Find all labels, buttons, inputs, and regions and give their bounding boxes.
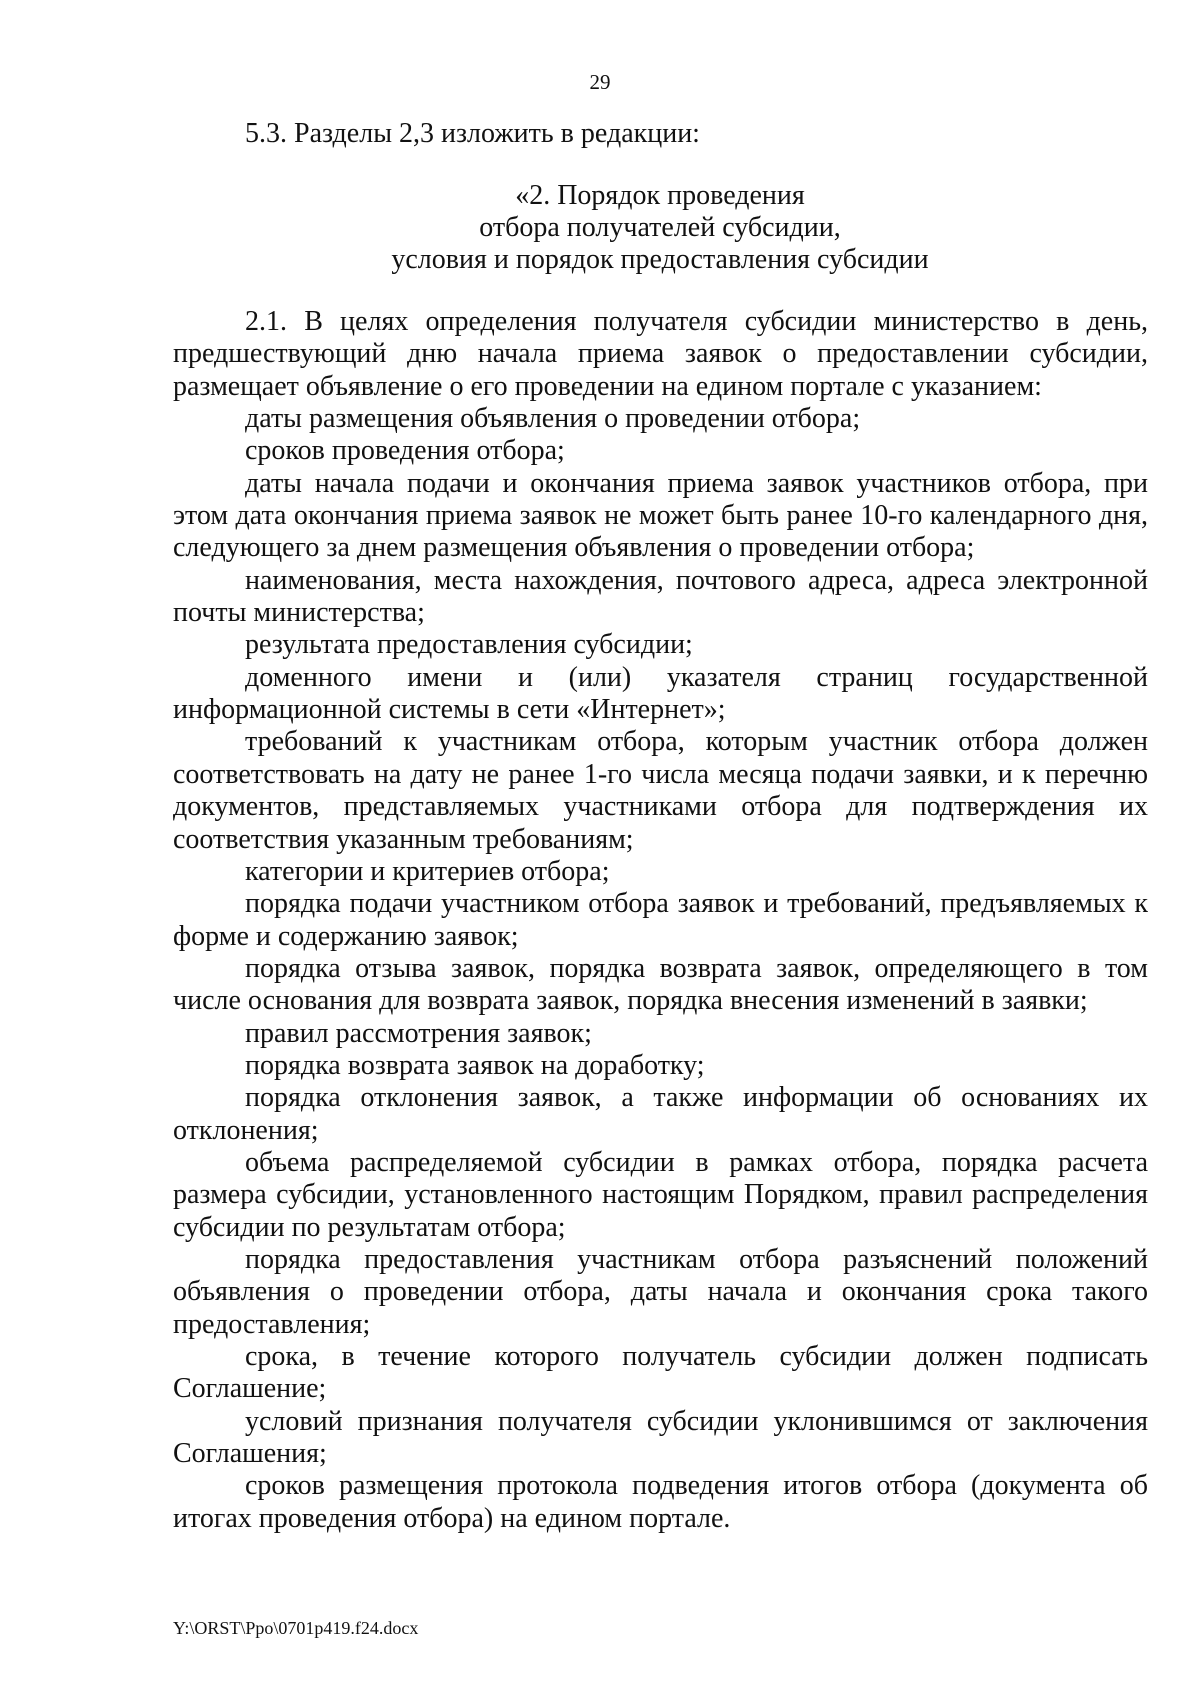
amendment-intro: 5.3. Разделы 2,3 изложить в редакции: — [245, 118, 700, 149]
heading-line: отбора получателей субсидии, — [479, 212, 841, 243]
paragraph: сроков размещения протокола подведения итогов отбора (документа об итогах проведения отбора) на едином портале. — [173, 1470, 1148, 1534]
paragraph: даты начала подачи и окончания приема заявок участников отбора, при этом дата окончания приема заявок не может быть ранее 10-го календарного дня, следующего за днем размещения объявления о проведении отбора; — [173, 467, 1148, 564]
document-body — [173, 306, 1148, 1535]
paragraph: порядка подачи участником отбора заявок и требований, предъявляемых к форме и содержанию заявок; — [173, 888, 1148, 952]
page-number: 29 — [589, 70, 611, 94]
paragraph: 2.1. В целях определения получателя субсидии министерство в день, предшествующий дню начала приема заявок о предоставлении субсидии, размещает объявление о его проведении на едином портале с указанием: — [173, 306, 1148, 402]
paragraph: порядка возврата заявок на доработку; — [245, 1049, 705, 1081]
paragraph: требований к участникам отбора, которым участник отбора должен соответствовать на дату не ранее 1-го числа месяца подачи заявки, и к перечню документов, представляемых участниками отбора для подтверждения их соответствия указанным требованиям; — [173, 726, 1148, 855]
paragraph: сроков проведения отбора; — [245, 435, 565, 467]
paragraph: порядка отклонения заявок, а также информации об основаниях их отклонения; — [173, 1082, 1148, 1146]
heading-line: «2. Порядок проведения — [515, 180, 805, 211]
paragraph: порядка отзыва заявок, порядка возврата заявок, определяющего в том числе основания для возврата заявок, порядка внесения изменений в заявки; — [173, 952, 1148, 1017]
paragraph: срока, в течение которого получатель субсидии должен подписать Соглашение; — [173, 1341, 1148, 1405]
section-heading — [160, 180, 1160, 276]
paragraph: результата предоставления субсидии; — [245, 629, 693, 661]
paragraph: наименования, места нахождения, почтового адреса, адреса электронной почты министерства; — [173, 564, 1148, 629]
file-path-footer: Y:\ORST\Ppo\0701p419.f24.docx — [173, 1618, 419, 1638]
paragraph: правил рассмотрения заявок; — [245, 1017, 592, 1049]
paragraph: условий признания получателя субсидии уклонившимся от заключения Соглашения; — [173, 1405, 1148, 1470]
paragraph: объема распределяемой субсидии в рамках отбора, порядка расчета размера субсидии, установленного настоящим Порядком, правил распределения субсидии по результатам отбора; — [173, 1146, 1148, 1243]
paragraph: категории и критериев отбора; — [245, 855, 610, 887]
paragraph: даты размещения объявления о проведении отбора; — [245, 403, 861, 435]
paragraph: порядка предоставления участникам отбора разъяснений положений объявления о проведении отбора, даты начала и окончания срока такого предоставления; — [173, 1243, 1148, 1340]
heading-line: условия и порядок предоставления субсидии — [391, 244, 929, 275]
paragraph: доменного имени и (или) указателя страниц государственной информационной системы в сети «Интернет»; — [173, 661, 1148, 726]
